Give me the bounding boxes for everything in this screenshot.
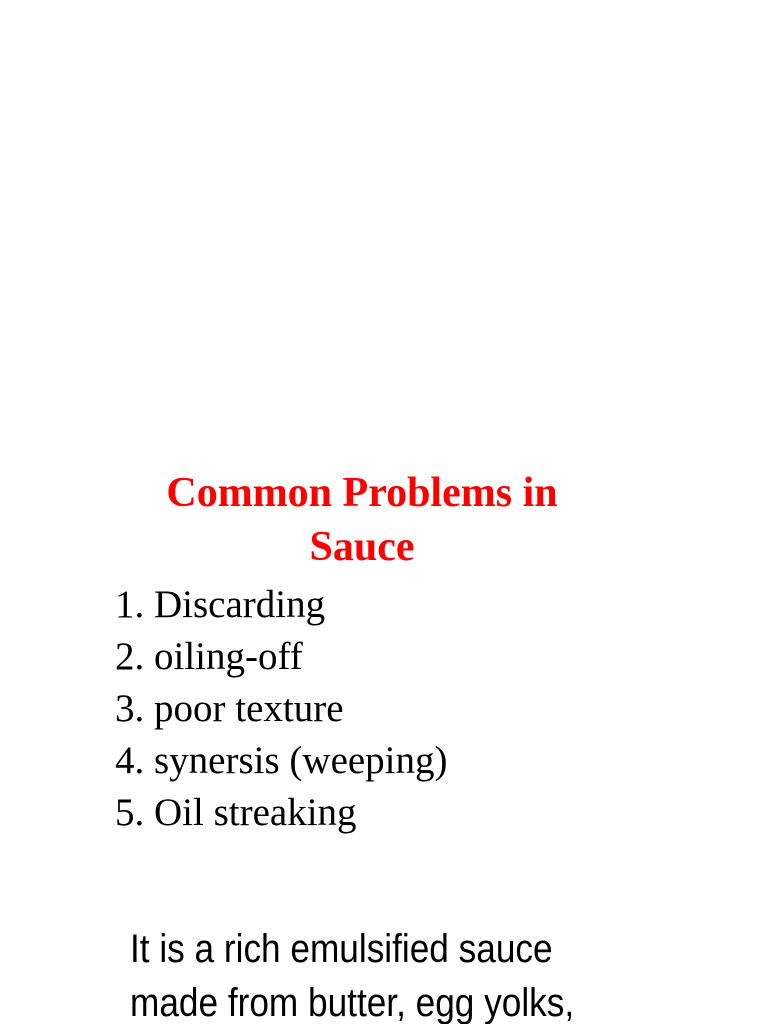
description-line-2: made from butter, egg yolks,: [130, 981, 575, 1024]
title-line-2: Sauce: [309, 524, 415, 570]
page-title: [120, 466, 604, 574]
list-item: 1. Discarding: [115, 583, 326, 626]
description-paragraph: [130, 922, 658, 1024]
problems-list: [115, 579, 448, 839]
list-item: 3. poor texture: [115, 687, 344, 730]
list-item: 4. synersis (weeping): [115, 739, 448, 782]
description-line-1: It is a rich emulsified sauce: [130, 927, 553, 971]
list-item: 5. Oil streaking: [115, 791, 357, 834]
list-item: 2. oiling-off: [115, 635, 303, 678]
title-line-1: Common Problems in: [166, 470, 558, 516]
